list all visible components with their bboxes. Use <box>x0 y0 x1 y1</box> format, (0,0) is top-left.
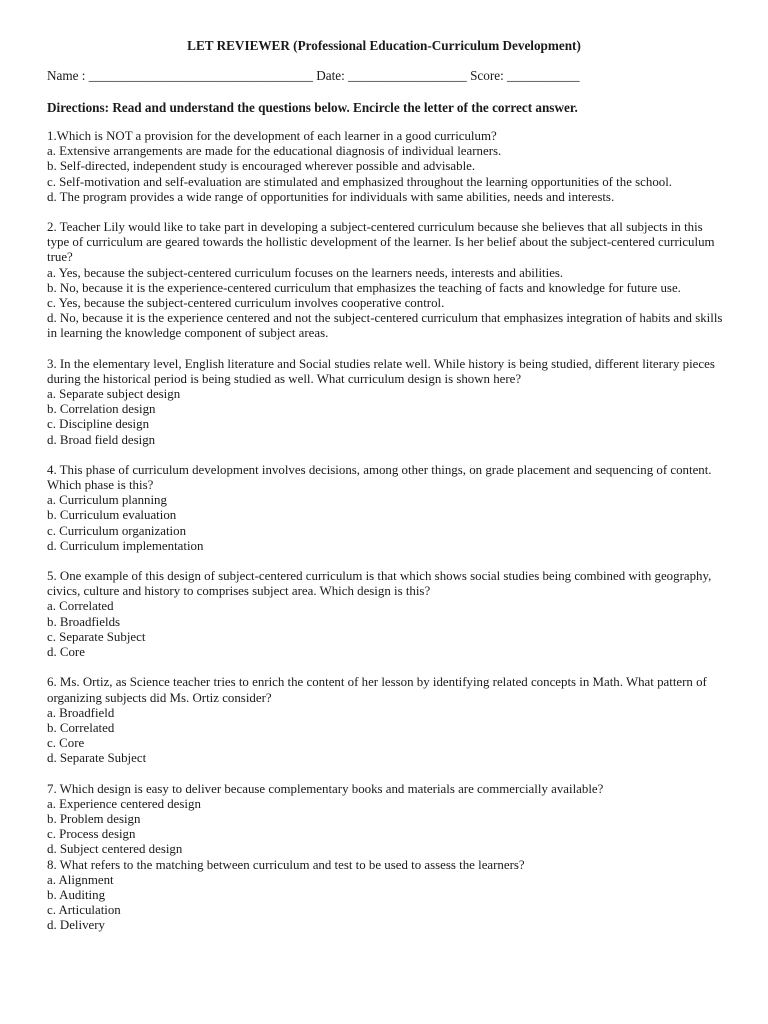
option-a: a. Experience centered design <box>47 796 201 811</box>
option-a: a. Yes, because the subject-centered curriculum focuses on the learners needs, interests and abilities. <box>47 265 564 280</box>
document-title: LET REVIEWER (Professional Education-Curriculum Development) <box>187 38 581 53</box>
question-2 <box>47 220 725 342</box>
question-4 <box>47 463 725 554</box>
option-b: b. No, because it is the experience-centered curriculum that emphasizes the teaching of facts and knowledge for future use. <box>47 280 681 295</box>
option-b: b. Correlation design <box>47 402 156 417</box>
option-c: c. Discipline design <box>47 417 150 432</box>
option-a: a. Broadfield <box>47 705 115 720</box>
option-a: a. Alignment <box>47 872 114 887</box>
question-3 <box>47 357 725 448</box>
option-a: a. Extensive arrangements are made for the educational diagnosis of individual learners. <box>47 144 502 159</box>
option-d: d. The program provides a wide range of opportunities for individuals with same abilities, needs and interests. <box>47 189 615 204</box>
question-stem: 1.Which is NOT a provision for the development of each learner in a good curriculum? <box>47 129 497 143</box>
option-a: a. Separate subject design <box>47 387 181 402</box>
option-d: d. No, because it is the experience centered and not the subject-centered curriculum that emphasizes integration of habits and skills in learning the knowledge component of subject areas. <box>47 311 723 341</box>
question-stem: 2. Teacher Lily would like to take part in developing a subject-centered curriculum because she believes that all subjects in this type of curriculum are geared towards the hollistic development of the learner. Is her belief about the subject-centered curriculum true? <box>47 220 715 265</box>
question-stem: 6. Ms. Ortiz, as Science teacher tries to enrich the content of her lesson by identifying related concepts in Math. What pattern of organizing subjects did Ms. Ortiz consider? <box>47 675 707 705</box>
option-c: c. Separate Subject <box>47 629 146 644</box>
question-6 <box>47 675 725 766</box>
option-d: d. Separate Subject <box>47 751 147 766</box>
question-list <box>47 129 725 934</box>
option-b: b. Problem design <box>47 811 141 826</box>
option-c: c. Curriculum organization <box>47 523 187 538</box>
option-c: c. Yes, because the subject-centered curriculum involves cooperative control. <box>47 296 445 311</box>
name-date-score-line: Name : __________________________________ Date: __________________ Score: ___________ <box>47 68 580 83</box>
option-c: c. Core <box>47 736 85 751</box>
option-c: c. Self-motivation and self-evaluation are stimulated and emphasized throughout the learning opportunities of the school. <box>47 174 673 189</box>
option-d: d. Subject centered design <box>47 842 183 857</box>
option-d: d. Core <box>47 645 85 660</box>
option-b: b. Correlated <box>47 720 115 735</box>
question-stem: 4. This phase of curriculum development involves decisions, among other things, on grade placement and sequencing of content. Which phase is this? <box>47 462 712 493</box>
option-c: c. Articulation <box>47 903 121 918</box>
option-a: a. Correlated <box>47 599 114 614</box>
question-stem: 3. In the elementary level, English literature and Social studies relate well. While history is being studied, different literary pieces during the historical period is being studied as well. What curriculum design is shown here? <box>47 356 715 386</box>
question-stem: 8. What refers to the matching between curriculum and test to be used to assess the learners? <box>47 857 525 872</box>
question-stem: 7. Which design is easy to deliver because complementary books and materials are commercially available? <box>47 781 604 796</box>
question-stem: 5. One example of this design of subject-centered curriculum is that which shows social studies being combined with geography, civics, culture and history to comprises subject area. Which design is this? <box>47 569 712 599</box>
option-b: b. Self-directed, independent study is encouraged wherever possible and advisable. <box>47 159 476 174</box>
option-b: b. Curriculum evaluation <box>47 508 177 523</box>
option-b: b. Broadfields <box>47 614 121 629</box>
option-d: d. Broad field design <box>47 432 156 447</box>
option-b: b. Auditing <box>47 887 106 902</box>
option-c: c. Process design <box>47 827 136 842</box>
question-1 <box>47 129 725 205</box>
directions: Directions: Read and understand the questions below. Encircle the letter of the correct answer. <box>47 100 578 115</box>
question-8 <box>47 858 725 934</box>
question-5 <box>47 569 725 660</box>
option-d: d. Delivery <box>47 918 105 933</box>
option-a: a. Curriculum planning <box>47 493 167 508</box>
question-7 <box>47 782 725 858</box>
option-d: d. Curriculum implementation <box>47 538 204 553</box>
